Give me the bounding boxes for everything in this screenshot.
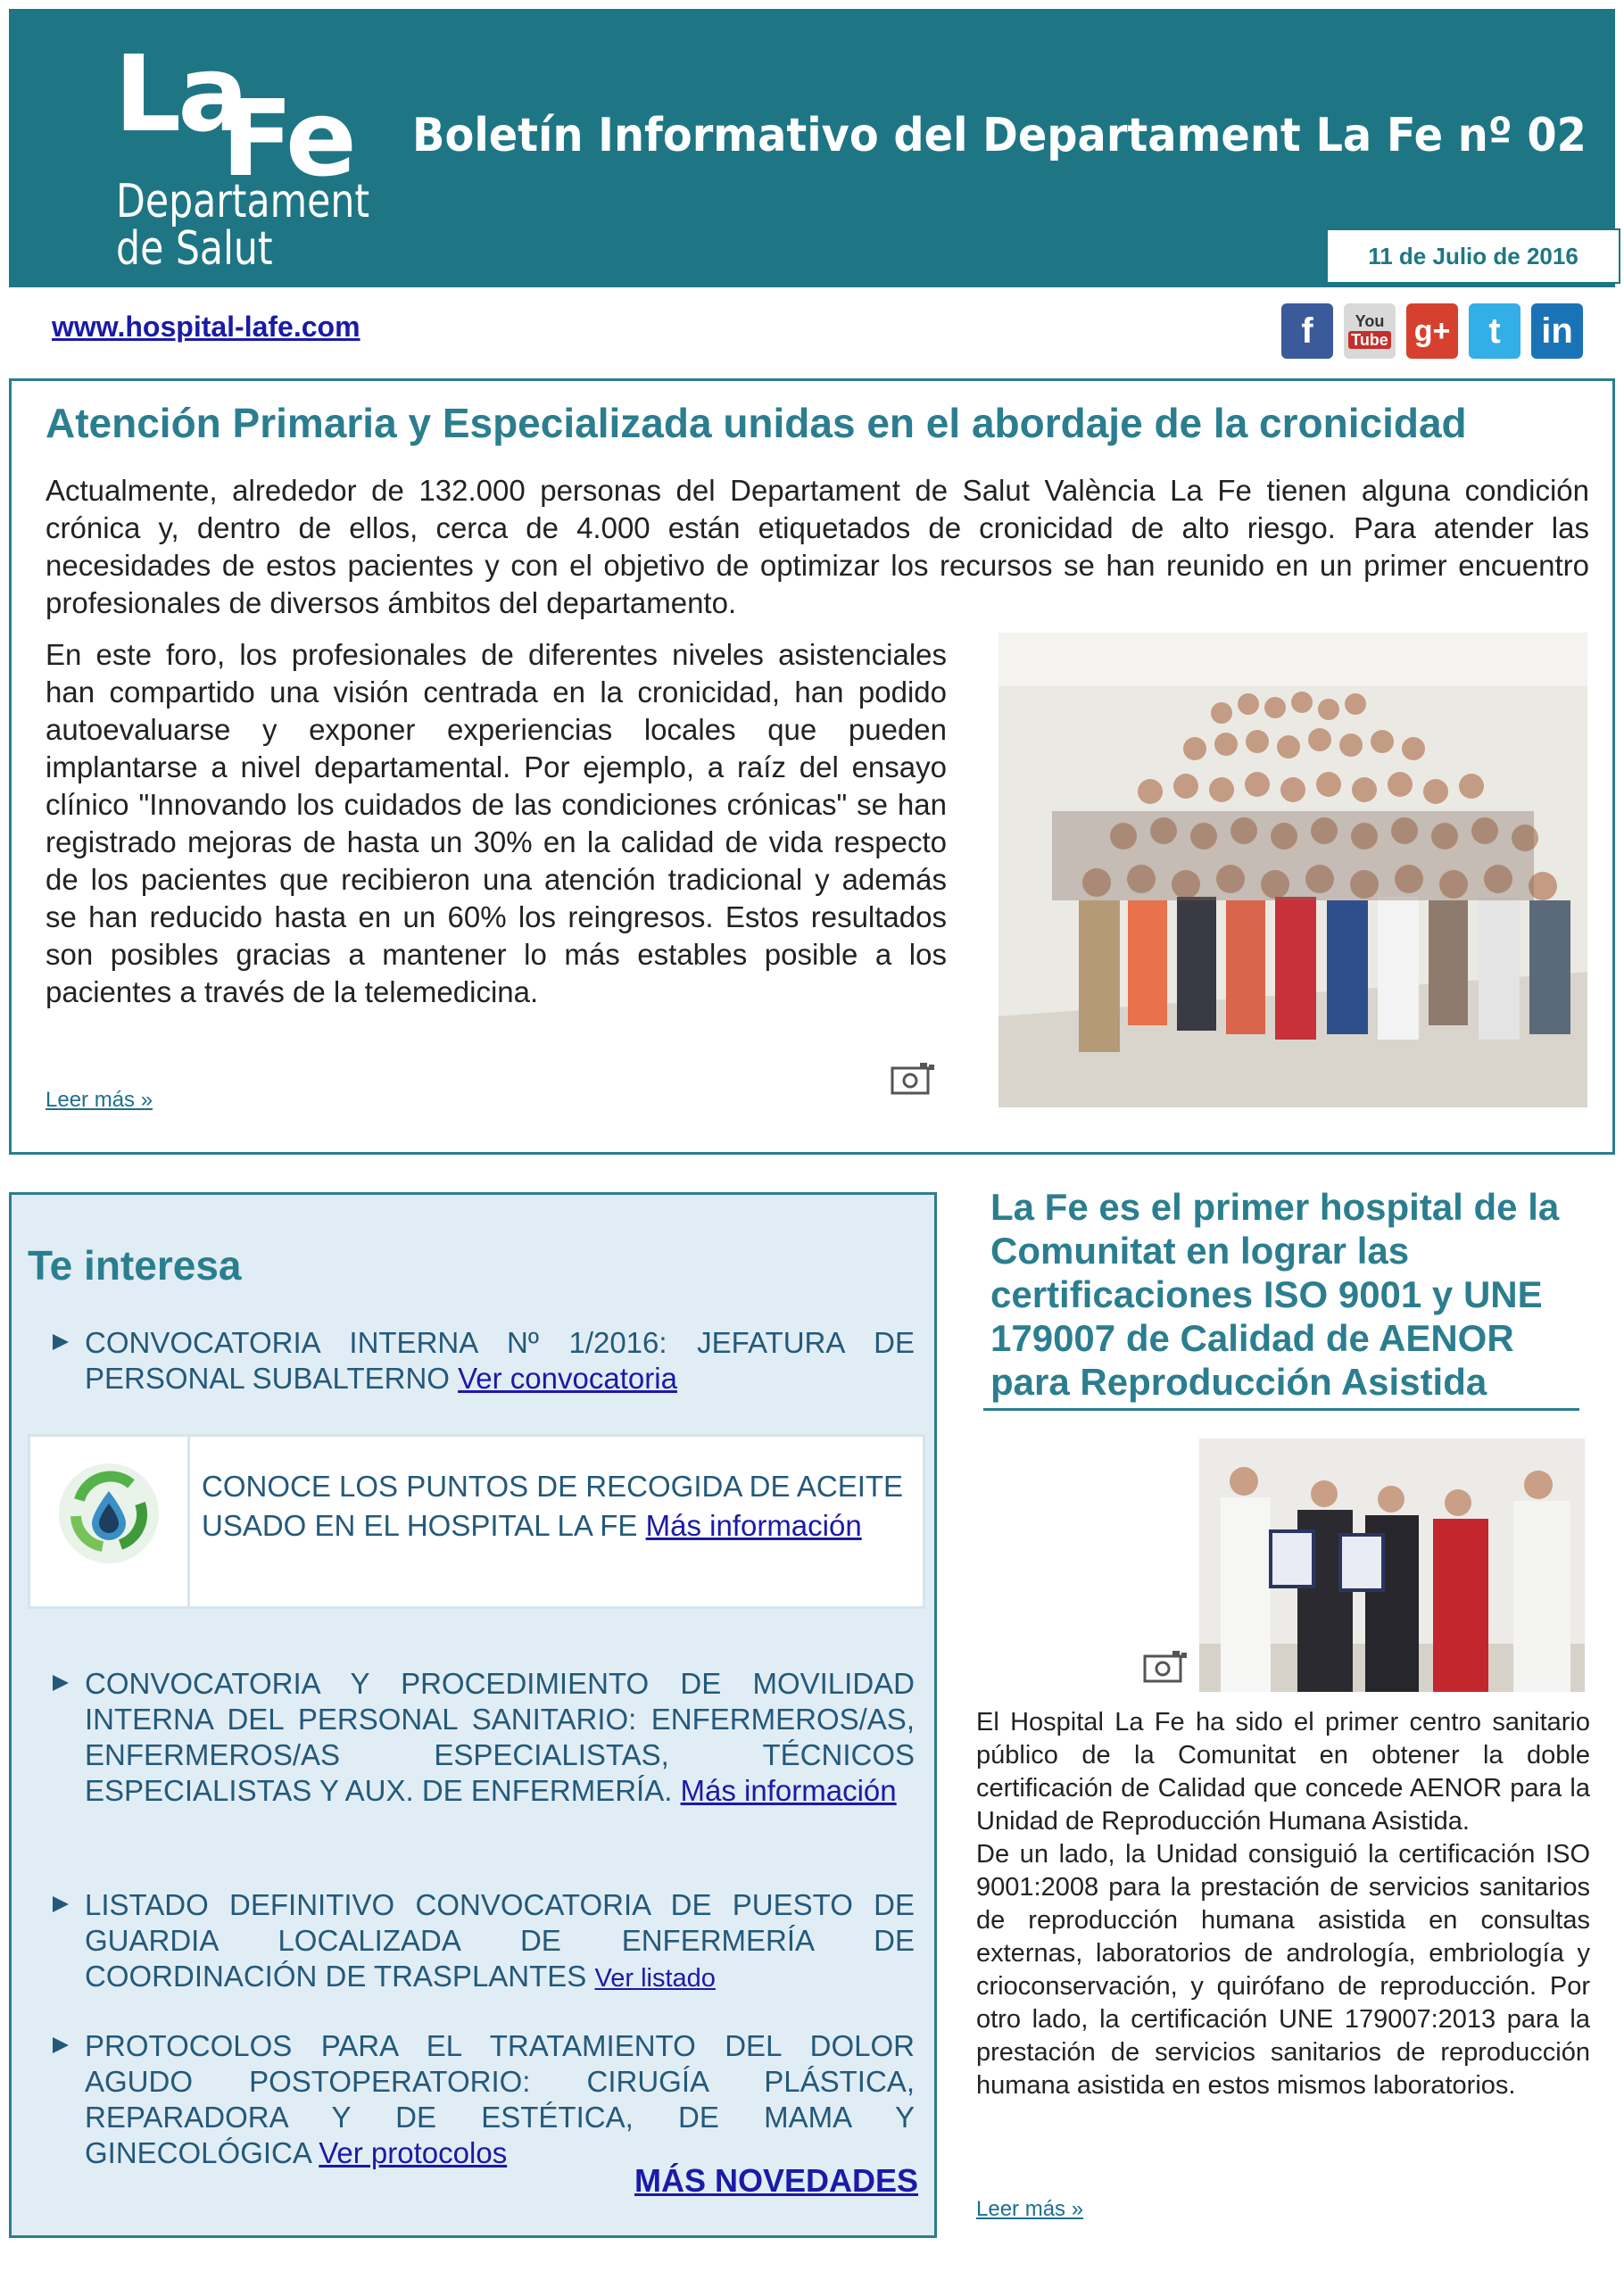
group-photo <box>998 633 1587 1107</box>
right-article-title: La Fe es el primer hospital de la Comunitat en lograr las certificaciones ISO 9001 y UNE 179007 de Calidad de AENOR para Reproducción Asistida <box>990 1186 1560 1403</box>
bulletin-date: 11 de Julio de 2016 <box>1326 228 1620 284</box>
google-plus-glyph: g+ <box>1413 313 1451 348</box>
aceite-recogida-box <box>28 1434 925 1609</box>
mas-novedades-link[interactable]: MÁS NOVEDADES <box>634 2162 919 2199</box>
list-item-text: PROTOCOLOS PARA EL TRATAMIENTO DEL DOLOR AGUDO POSTOPERATORIO: CIRUGÍA PLÁSTICA, REPARADORA Y DE ESTÉTICA, DE MAMA Y GINECOLÓGICA <box>85 2029 915 2169</box>
aceite-text-content: CONOCE LOS PUNTOS DE RECOGIDA DE ACEITE USADO EN EL HOSPITAL LA FE <box>202 1470 904 1542</box>
linkedin-glyph: in <box>1541 311 1573 351</box>
triangle-bullet-icon <box>53 1896 69 1912</box>
recycle-drop-icon <box>48 1446 170 1581</box>
youtube-glyph-bottom: Tube <box>1348 331 1391 349</box>
ver-convocatoria-link[interactable]: Ver convocatoria <box>458 1362 677 1395</box>
list-item-movilidad-interna <box>85 1666 915 1809</box>
triangle-bullet-icon <box>53 1334 69 1350</box>
right-article-body <box>976 1706 1590 2102</box>
main-article <box>9 378 1615 1155</box>
te-interesa-title: Te interesa <box>28 1242 242 1289</box>
list-item-text: CONVOCATORIA Y PROCEDIMIENTO DE MOVILIDAD INTERNA DEL PERSONAL SANITARIO: ENFERMEROS/AS, ENFERMEROS/AS ESPECIALISTAS, TÉCNICOS ESPECIALISTAS Y AUX. DE ENFERMERÍA. <box>85 1667 915 1807</box>
te-interesa-panel <box>9 1192 937 2238</box>
camera-icon[interactable] <box>890 1061 936 1097</box>
right-article-read-more[interactable]: Leer más » <box>976 2197 1084 2221</box>
logo-fe: Fe <box>221 77 353 200</box>
facebook-icon[interactable] <box>1281 303 1333 359</box>
list-item-text: CONVOCATORIA INTERNA Nº 1/2016: JEFATURA DE PERSONAL SUBALTERNO <box>85 1326 915 1395</box>
logo-departament: Departament <box>116 175 370 228</box>
logo-la: La <box>114 32 245 155</box>
google-plus-icon[interactable] <box>1406 303 1458 359</box>
bulletin-title: Boletín Informativo del Departament La Fe nº 02 <box>412 109 1587 162</box>
list-item-guardia-localizada <box>85 1887 915 1996</box>
recycle-drop-drawing <box>53 1457 165 1570</box>
right-article-para1: El Hospital La Fe ha sido el primer centro sanitario público de la Comunitat en obtener la doble certificación de Calidad que concede AENOR para la Unidad de Reproducción Humana Asistida. <box>976 1708 1590 1836</box>
ver-listado-link[interactable]: Ver listado <box>594 1964 716 1993</box>
social-links <box>1281 303 1583 359</box>
linkedin-icon[interactable] <box>1531 303 1583 359</box>
header-banner <box>9 9 1615 287</box>
facebook-glyph: f <box>1301 311 1313 351</box>
main-article-body: En este foro, los profesionales de diferentes niveles asistenciales han compartido una visión centrada en la cronicidad, han podido autoevaluarse y exponer experiencias locales que pueden implantarse a nivel departamental. Por ejemplo, a raíz del ensayo clínico "Innovando los cuidados de las condiciones crónicas" se han registrado mejoras de hasta un 30% en la calidad de vida respecto de los pacientes que recibieron una atención tradicional y además se han reducido hasta en un 60% los reingresos. Estos resultados son posibles gracias a mantener lo más estables posible a los pacientes a través de la telemedicina. <box>46 638 947 1008</box>
certification-photo-drawing <box>1199 1438 1585 1692</box>
list-item-convocatoria-interna <box>85 1325 915 1397</box>
group-photo-drawing <box>998 633 1587 1107</box>
ver-protocolos-link[interactable]: Ver protocolos <box>319 2136 508 2169</box>
youtube-glyph-top: You <box>1355 312 1385 330</box>
certification-photo <box>1199 1438 1585 1692</box>
aceite-mas-informacion-link[interactable]: Más información <box>645 1509 862 1542</box>
logo-de-salut: de Salut <box>116 222 273 276</box>
triangle-bullet-icon <box>53 2037 69 2053</box>
camera-icon[interactable] <box>1142 1649 1189 1685</box>
main-article-read-more[interactable]: Leer más » <box>46 1088 153 1112</box>
list-item-text: LISTADO DEFINITIVO CONVOCATORIA DE PUESTO DE GUARDIA LOCALIZADA DE ENFERMERÍA DE COORDINACIÓN DE TRASPLANTES <box>85 1888 915 1993</box>
right-article-para2: De un lado, la Unidad consiguió la certificación ISO 9001:2008 para la prestación de servicios sanitarios de reproducción humana asistida en consultas externas, laboratorios de andrología, embriología y crioconservación, y quirófano de reproducción. Por otro lado, la certificación UNE 179007:2013 para la prestación de servicios sanitarios de reproducción humana asistida en estos mismos laboratorios. <box>976 1840 1590 2100</box>
right-article-divider <box>983 1408 1579 1411</box>
main-article-lead: Actualmente, alrededor de 132.000 personas del Departament de Salut València La Fe tienen alguna condición crónica y, dentro de ellos, cerca de 4.000 están etiquetados de cronicidad de alto riesgo. Para atender las necesidades de estos pacientes y con el objetivo de optimizar los recursos se han reunido en un primer encuentro profesionales de diversos ámbitos del departamento. <box>46 474 1589 619</box>
youtube-icon[interactable] <box>1344 303 1396 359</box>
movilidad-mas-informacion-link[interactable]: Más información <box>680 1774 897 1807</box>
twitter-icon[interactable] <box>1469 303 1520 359</box>
website-link[interactable]: www.hospital-lafe.com <box>52 311 360 343</box>
twitter-glyph: t <box>1488 311 1501 351</box>
aceite-text <box>202 1467 916 1546</box>
triangle-bullet-icon <box>53 1675 69 1691</box>
list-item-protocolos-dolor <box>85 2028 915 2171</box>
aceite-divider <box>187 1437 190 1606</box>
main-article-title: Atención Primaria y Especializada unidas en el abordaje de la cronicidad <box>46 400 1467 446</box>
